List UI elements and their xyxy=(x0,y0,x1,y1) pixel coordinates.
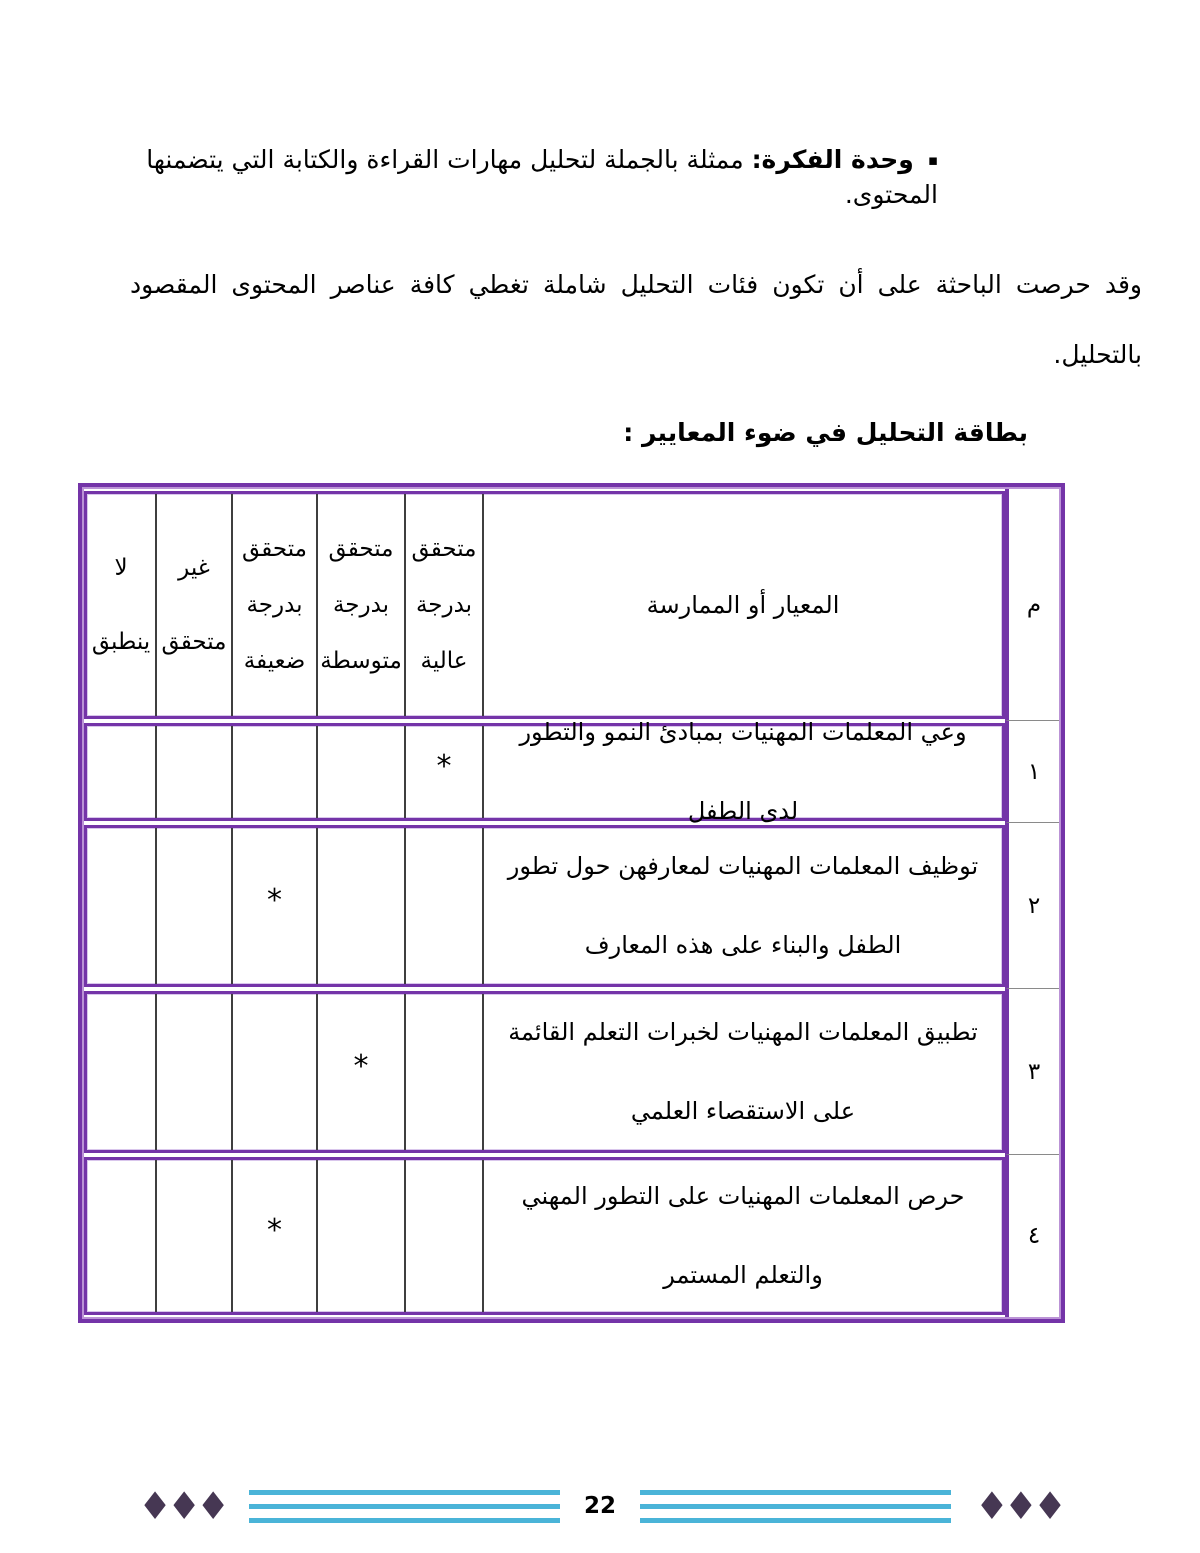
mark-high-2 xyxy=(406,828,484,984)
criterion-text-1: وعي المعلمات المهنيات بمبادئ النمو والتطور لدى الطفل xyxy=(519,717,967,825)
criterion-text-3: تطبيق المعلمات المهنيات لخبرات التعلم القائمة على الاستقصاء العلمي xyxy=(508,1017,978,1125)
mark-medium-3: * xyxy=(318,994,406,1150)
row-number-1: ١ xyxy=(1005,721,1059,823)
mark-medium-1 xyxy=(318,726,406,818)
mark-weak-3 xyxy=(233,994,318,1150)
bullet-text: ممثلة بالجملة لتحليل مهارات القراءة والكتابة التي يتضمنها المحتوى. xyxy=(146,145,938,209)
col-header-criterion: المعيار أو الممارسة xyxy=(646,591,840,619)
mark-high-4 xyxy=(406,1160,484,1312)
mark-notmet-4 xyxy=(157,1160,233,1312)
body-paragraph: وقد حرصت الباحثة على أن تكون فئات التحليل شاملة تغطي كافة عناصر المحتوى المقصود بالتحليل. xyxy=(130,270,1142,369)
mark-notmet-3 xyxy=(157,994,233,1150)
footer-rule-right xyxy=(640,1490,951,1523)
row-number-2: ٢ xyxy=(1005,823,1059,989)
col-header-not-met: غير متحقق xyxy=(157,494,233,716)
table-title: بطاقة التحليل في ضوء المعايير : xyxy=(623,418,1028,447)
col-header-not-applicable: لا ينطبق xyxy=(87,494,157,716)
criterion-text-2: توظيف المعلمات المهنيات لمعارفهن حول تطور الطفل والبناء على هذه المعارف xyxy=(507,851,979,959)
table-row xyxy=(84,991,1005,1153)
row-number-3: ٣ xyxy=(1005,989,1059,1155)
page-number: 22 xyxy=(584,1493,617,1519)
table-header-row xyxy=(84,491,1005,719)
analysis-table xyxy=(78,483,1065,1323)
mark-na-3 xyxy=(87,994,157,1150)
mark-high-3 xyxy=(406,994,484,1150)
mark-weak-2: * xyxy=(233,828,318,984)
col-header-met-weak: متحقق بدرجة ضعيفة xyxy=(233,494,318,716)
mark-weak-1 xyxy=(233,726,318,818)
table-row xyxy=(84,1157,1005,1315)
page-footer xyxy=(138,1484,1063,1528)
mark-notmet-2 xyxy=(157,828,233,984)
col-header-number: م xyxy=(1005,489,1059,721)
diamond-ornament-icon: ♦♦♦ xyxy=(138,1484,226,1528)
row-number-4: ٤ xyxy=(1005,1155,1059,1317)
bullet-lead-bold: وحدة الفكرة: xyxy=(751,145,914,174)
mark-weak-4: * xyxy=(233,1160,318,1312)
table-row xyxy=(84,825,1005,987)
mark-medium-2 xyxy=(318,828,406,984)
analysis-table-inner xyxy=(82,487,1061,1319)
col-header-met-high: متحقق بدرجة عالية xyxy=(406,494,484,716)
col-header-met-medium: متحقق بدرجة متوسطة xyxy=(318,494,406,716)
square-bullet-icon: ▪ xyxy=(927,151,938,169)
criterion-text-4: حرص المعلمات المهنيات على التطور المهني والتعلم المستمر xyxy=(521,1181,965,1289)
mark-medium-4 xyxy=(318,1160,406,1312)
table-row xyxy=(84,717,1005,825)
diamond-ornament-icon: ♦♦♦ xyxy=(974,1484,1063,1528)
mark-high-1: * xyxy=(406,726,484,818)
bullet-item xyxy=(90,0,938,212)
footer-rule-left xyxy=(249,1490,560,1523)
mark-notmet-1 xyxy=(157,726,233,818)
mark-na-4 xyxy=(87,1160,157,1312)
mark-na-1 xyxy=(87,726,157,818)
mark-na-2 xyxy=(87,828,157,984)
